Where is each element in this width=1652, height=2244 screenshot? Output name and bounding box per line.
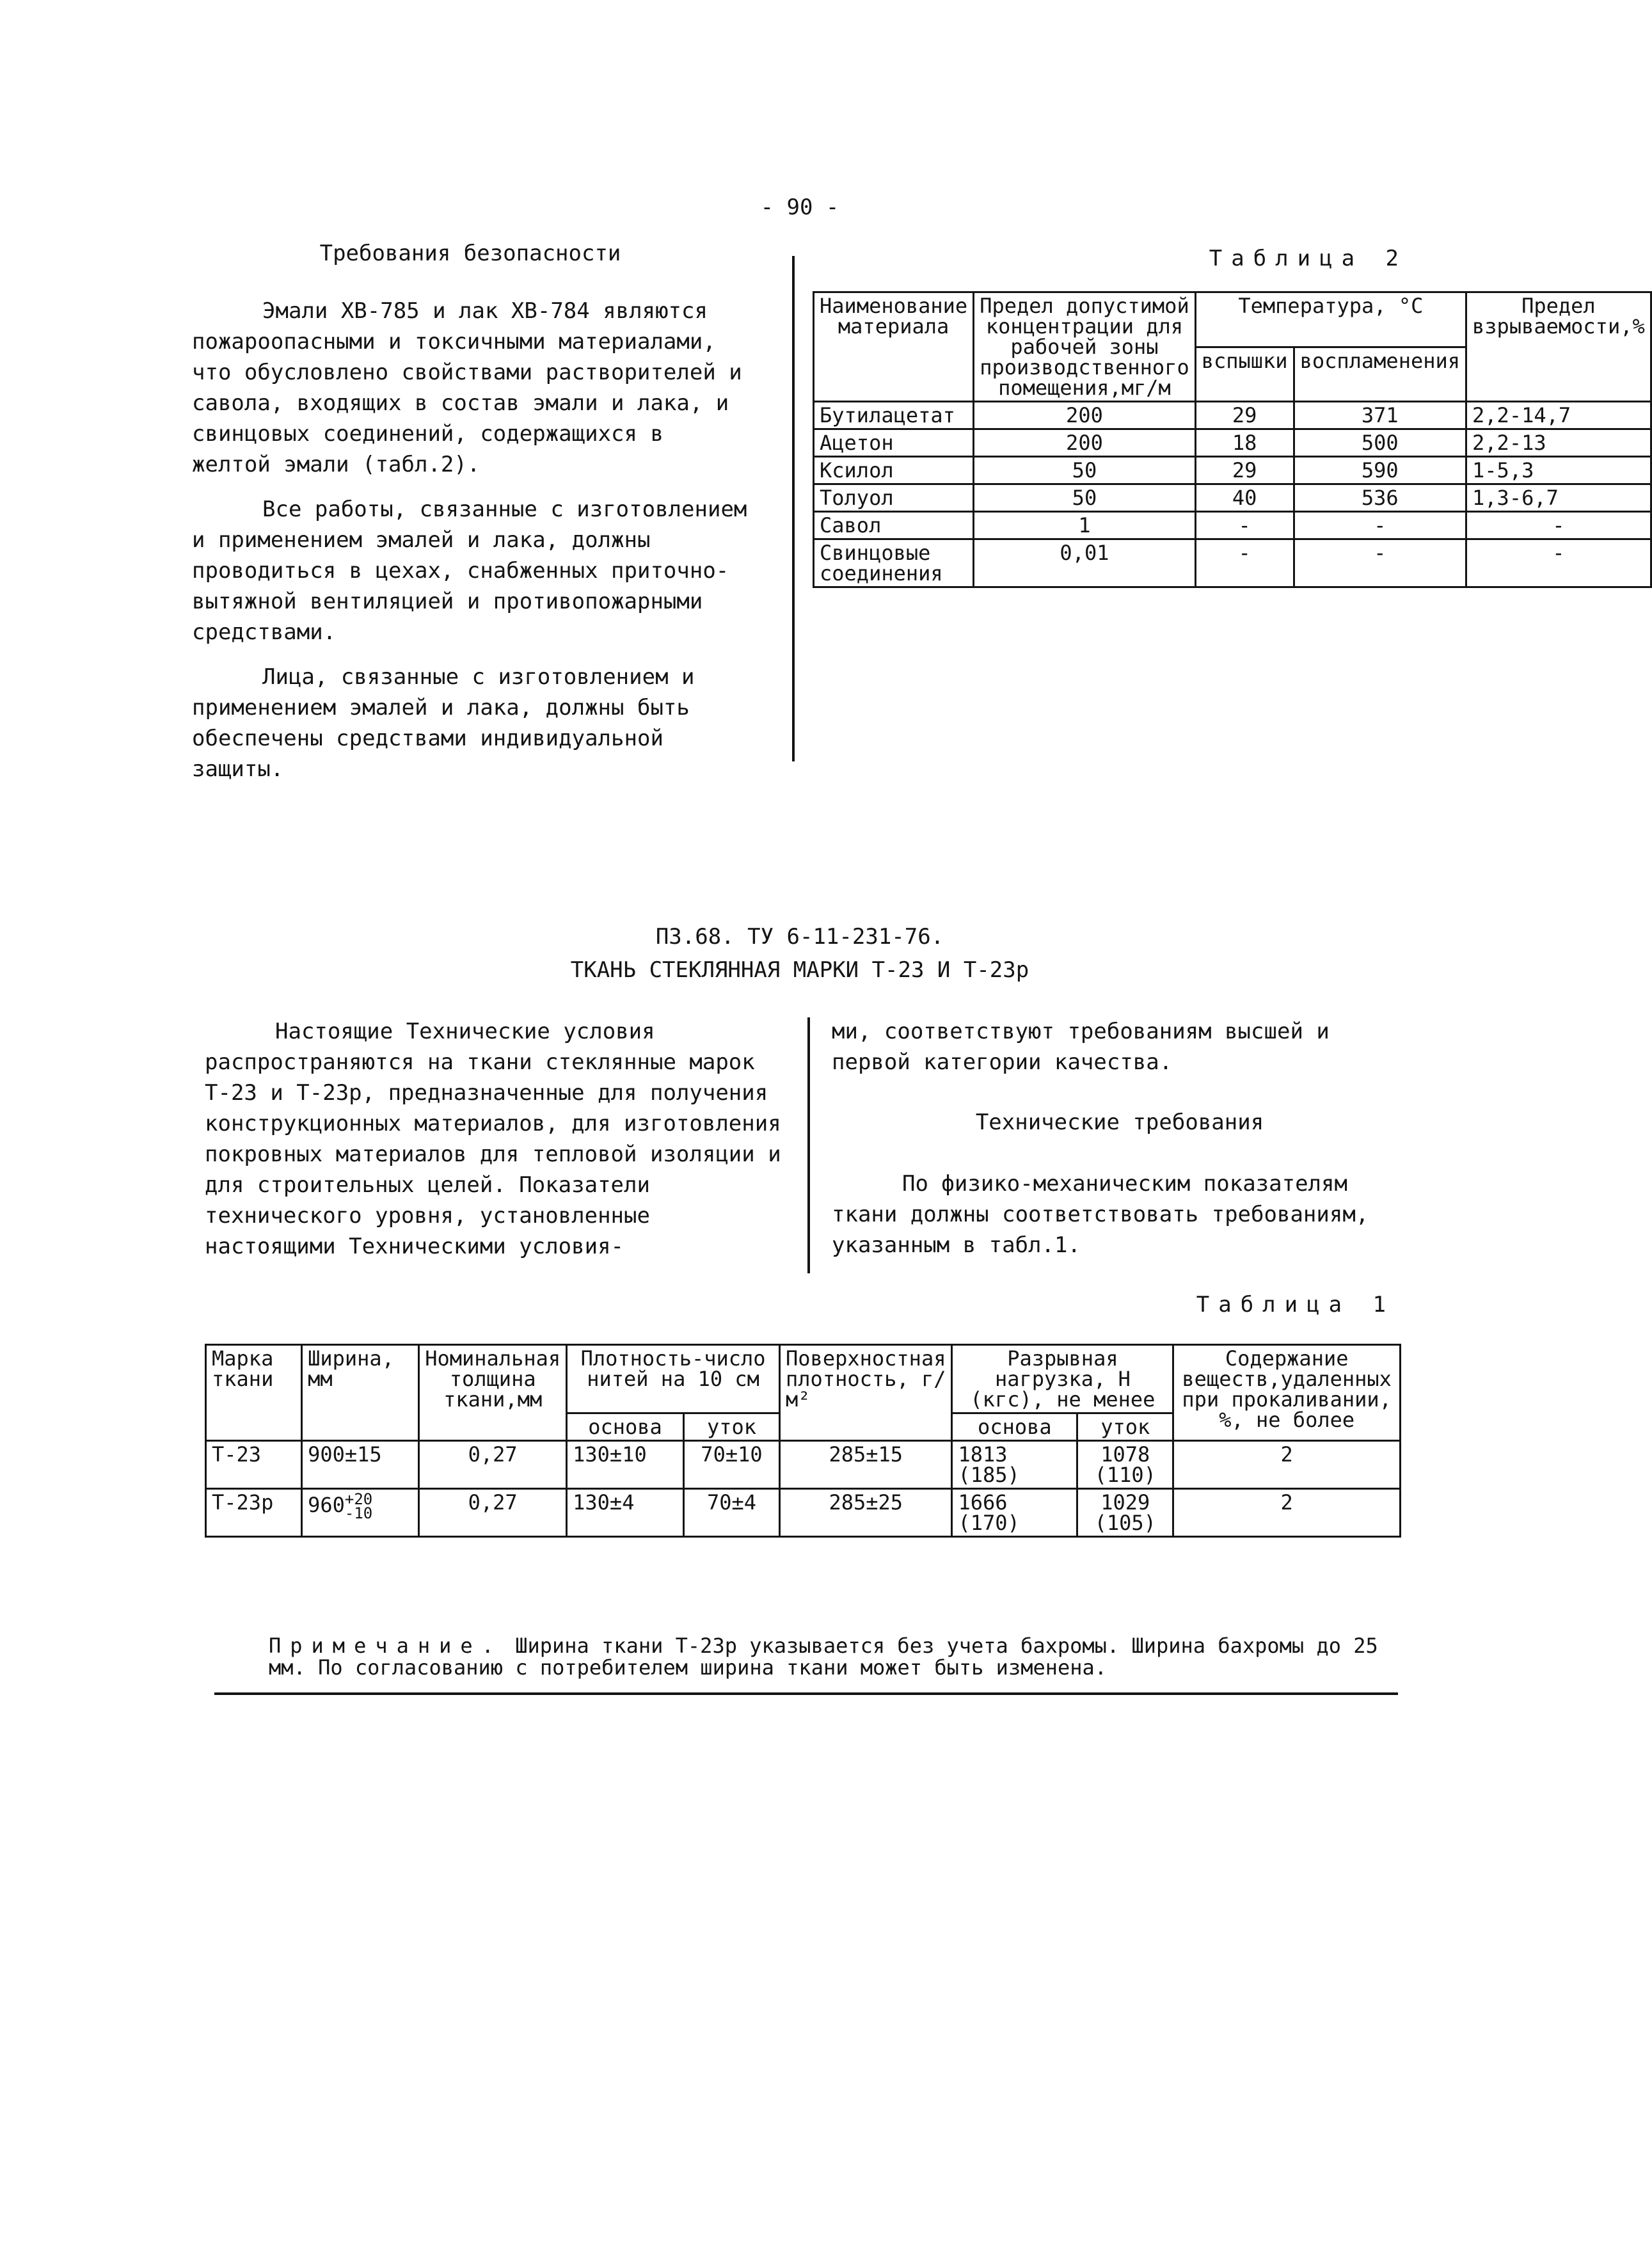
t2-cell: Савол bbox=[814, 512, 974, 539]
t1-load-kgf: (105) bbox=[1094, 1511, 1156, 1535]
safety-paragraph: Лица, связанные с изготовлением и применением эмалей и лака, должны быть обеспечены средствами индивидуальной защиты. bbox=[192, 664, 695, 782]
table1-caption: Таблица 1 bbox=[1196, 1292, 1395, 1317]
t2-header-explosion: Предел взрываемости,% bbox=[1466, 292, 1651, 402]
t2-cell: 536 bbox=[1294, 484, 1466, 512]
t2-cell: - bbox=[1294, 512, 1466, 539]
t2-cell: - bbox=[1195, 512, 1294, 539]
t1-load-value: 1078 bbox=[1100, 1442, 1150, 1467]
table2-caption: Таблица 2 bbox=[1209, 246, 1408, 271]
t2-cell: 500 bbox=[1294, 429, 1466, 457]
t2-cell: 371 bbox=[1294, 402, 1466, 429]
t2-cell: - bbox=[1466, 512, 1651, 539]
intro-left: Настоящие Технические условия распространяются на ткани стеклянные марок Т-23 и Т-23р, предназначенные для получения конструкционных материалов, для изготовления покровных материалов для тепловой изоляции и для строительных целей. Показатели технического уровня, установленные настоящими Техническими условия- bbox=[205, 1019, 781, 1259]
t2-cell: 2,2-14,7 bbox=[1466, 402, 1651, 429]
t1-load-kgf: (110) bbox=[1094, 1463, 1156, 1487]
note bbox=[269, 1635, 1395, 1678]
t2-cell: 50 bbox=[974, 457, 1196, 484]
t2-cell: - bbox=[1195, 539, 1294, 587]
t2-cell: 40 bbox=[1195, 484, 1294, 512]
t2-cell: Ксилол bbox=[814, 457, 974, 484]
t2-cell: 200 bbox=[974, 402, 1196, 429]
t1-cell: 0,27 bbox=[419, 1441, 567, 1489]
t1-cell: 900±15 bbox=[302, 1441, 419, 1489]
safety-paragraph: Все работы, связанные с изготовлением и применением эмалей и лака, должны проводиться в цехах, снабженных приточно-вытяжной вентиляцией и противопожарными средствами. bbox=[192, 497, 747, 645]
t2-header-name: Наименование материала bbox=[814, 292, 974, 402]
safety-heading: Требования безопасности bbox=[319, 241, 621, 266]
t1-header-thickness: Номинальная толщина ткани,мм bbox=[419, 1345, 567, 1441]
page-number: - 90 - bbox=[760, 195, 839, 220]
t1-cell: Т-23р bbox=[206, 1489, 302, 1537]
t1-cell: 285±15 bbox=[780, 1441, 952, 1489]
t1-cell: Т-23 bbox=[206, 1441, 302, 1489]
t1-cell bbox=[952, 1489, 1077, 1537]
t1-header-density: Плотность-число нитей на 10 см bbox=[567, 1345, 780, 1413]
t1-cell bbox=[302, 1489, 419, 1537]
t1-header-width: Ширина, мм bbox=[302, 1345, 419, 1441]
t1-cell: 130±4 bbox=[567, 1489, 684, 1537]
t2-cell: - bbox=[1466, 539, 1651, 587]
t1-cell: 2 bbox=[1173, 1441, 1401, 1489]
column-divider bbox=[807, 1017, 810, 1273]
t2-cell: Свинцовые соединения bbox=[814, 539, 974, 587]
t2-cell: 50 bbox=[974, 484, 1196, 512]
t1-load-kgf: (185) bbox=[958, 1463, 1020, 1487]
table2 bbox=[813, 291, 1652, 588]
t2-header-temperature: Температура, °C bbox=[1195, 292, 1466, 347]
t2-cell: 1,3-6,7 bbox=[1466, 484, 1651, 512]
t2-cell: 200 bbox=[974, 429, 1196, 457]
t1-cell: 0,27 bbox=[419, 1489, 567, 1537]
t2-cell: Ацетон bbox=[814, 429, 974, 457]
t2-cell: 2,2-13 bbox=[1466, 429, 1651, 457]
t1-header-density-warp: основа bbox=[567, 1413, 684, 1441]
tech-heading: Технические требования bbox=[975, 1110, 1264, 1135]
t1-header-surface: Поверхностная плотность, г/м² bbox=[780, 1345, 952, 1441]
section-subtitle: ТКАНЬ СТЕКЛЯННАЯ МАРКИ Т-23 И Т-23р bbox=[570, 957, 1029, 983]
t1-width-minus: -10 bbox=[344, 1504, 373, 1522]
bottom-rule bbox=[214, 1692, 1398, 1695]
t1-cell: 70±10 bbox=[683, 1441, 779, 1489]
t1-header-density-weft: уток bbox=[683, 1413, 779, 1441]
t1-width-value: 960 bbox=[308, 1493, 345, 1517]
intro-right: ми, соответствуют требованиям высшей и первой категории качества. bbox=[832, 1019, 1330, 1075]
t1-header-removed: Содержание веществ,удаленных при прокаливании, %, не более bbox=[1173, 1345, 1401, 1441]
t1-cell bbox=[1077, 1441, 1173, 1489]
t1-load-value: 1029 bbox=[1100, 1490, 1150, 1515]
t1-header-load-warp: основа bbox=[952, 1413, 1077, 1441]
note-label: Примечание. bbox=[269, 1634, 503, 1658]
t1-cell bbox=[952, 1441, 1077, 1489]
section-title: П3.68. ТУ 6-11-231-76. bbox=[655, 924, 944, 950]
t1-header-load-weft: уток bbox=[1077, 1413, 1173, 1441]
t1-load-value: 1666 bbox=[958, 1490, 1008, 1515]
t2-cell: 1-5,3 bbox=[1466, 457, 1651, 484]
column-divider bbox=[792, 256, 795, 761]
t1-header-load: Разрывная нагрузка, Н (кгс), не менее bbox=[952, 1345, 1173, 1413]
t2-header-flash: вспышки bbox=[1195, 347, 1294, 402]
t2-cell: 1 bbox=[974, 512, 1196, 539]
t1-cell bbox=[1077, 1489, 1173, 1537]
safety-text bbox=[192, 296, 749, 784]
note-text: Ширина ткани Т-23р указывается без учета бахромы. Ширина бахромы до 25 мм. По согласованию с потребителем ширина ткани может быть изменена. bbox=[269, 1634, 1378, 1680]
t1-header-brand: Марка ткани bbox=[206, 1345, 302, 1441]
t2-cell: Толуол bbox=[814, 484, 974, 512]
t1-width-plus: +20 bbox=[344, 1490, 373, 1508]
t1-width-tolerance bbox=[345, 1492, 372, 1520]
t1-cell: 70±4 bbox=[683, 1489, 779, 1537]
t2-cell: 0,01 bbox=[974, 539, 1196, 587]
t2-cell: - bbox=[1294, 539, 1466, 587]
tech-text: По физико-механическим показателям ткани должны соответствовать требованиям, указанным в табл.1. bbox=[832, 1171, 1369, 1258]
t1-load-kgf: (170) bbox=[958, 1511, 1020, 1535]
t2-cell: 29 bbox=[1195, 402, 1294, 429]
t2-cell: 18 bbox=[1195, 429, 1294, 457]
t2-header-ignition: воспламенения bbox=[1294, 347, 1466, 402]
t2-cell: 29 bbox=[1195, 457, 1294, 484]
t2-cell: 590 bbox=[1294, 457, 1466, 484]
table1 bbox=[205, 1344, 1401, 1538]
t1-cell: 285±25 bbox=[780, 1489, 952, 1537]
t2-cell: Бутилацетат bbox=[814, 402, 974, 429]
t1-cell: 2 bbox=[1173, 1489, 1401, 1537]
safety-paragraph: Эмали ХВ-785 и лак ХВ-784 являются пожароопасными и токсичными материалами, что обусловлено свойствами растворителей и савола, входящих в состав эмали и лака, и свинцовых соединений, содержащихся в желтой эмали (табл.2). bbox=[192, 298, 742, 477]
t1-cell: 130±10 bbox=[567, 1441, 684, 1489]
t1-load-value: 1813 bbox=[958, 1442, 1008, 1467]
t2-header-limit: Предел допустимой концентрации для рабочей зоны производственного помещения,мг/м bbox=[974, 292, 1196, 402]
